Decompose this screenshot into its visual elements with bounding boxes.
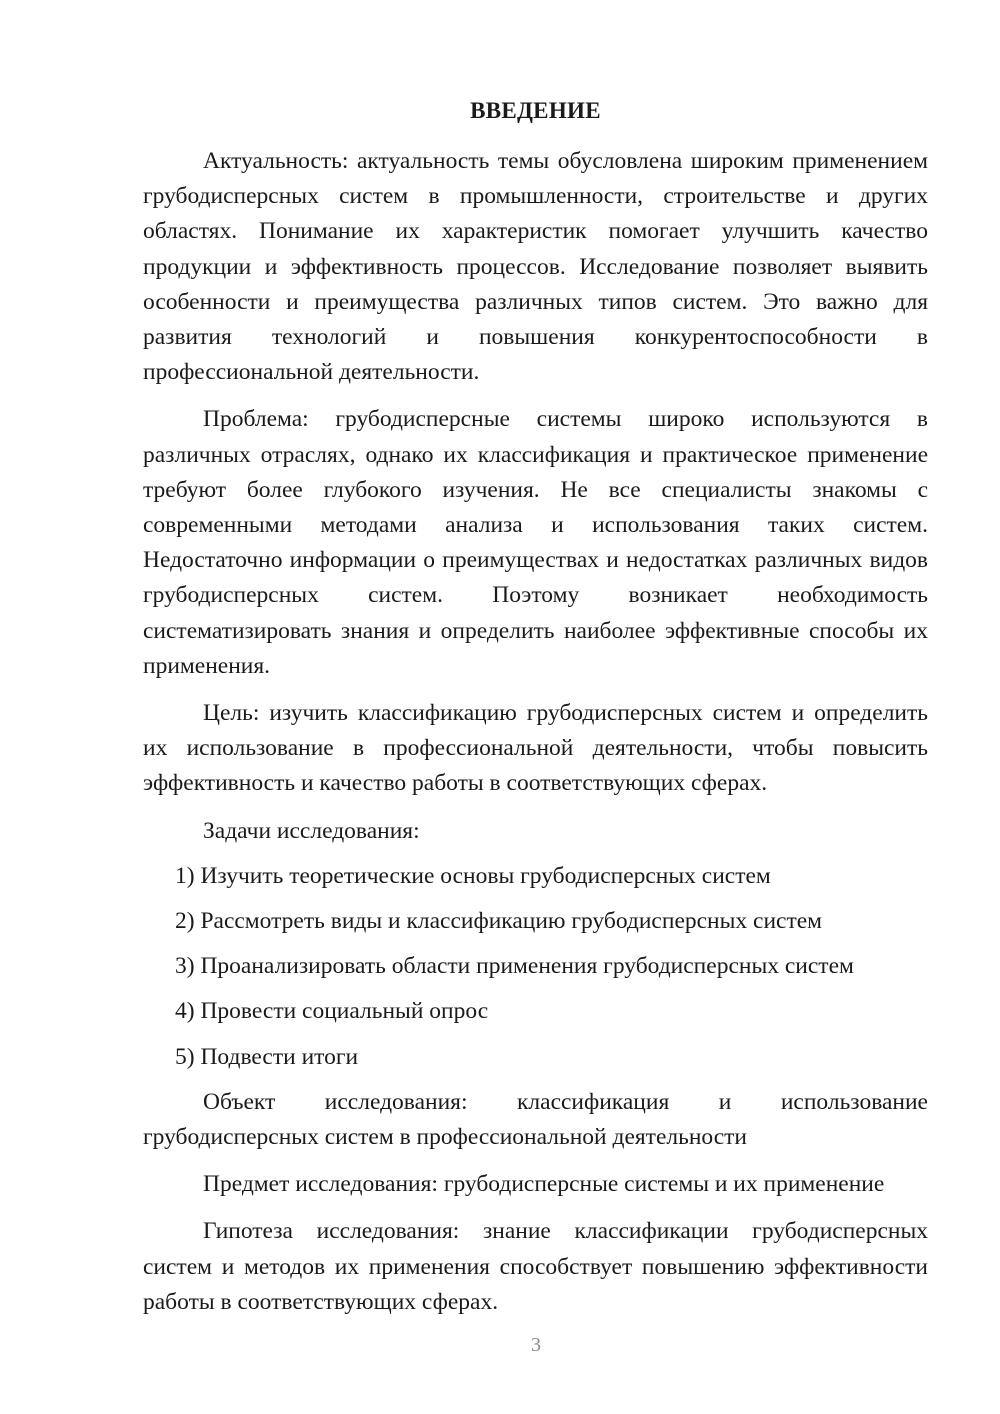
list-item: 2) Рассмотреть виды и классификацию грубодисперсных систем bbox=[175, 908, 823, 935]
page-content bbox=[143, 96, 928, 1332]
list-item: 4) Провести социальный опрос bbox=[175, 998, 489, 1025]
paragraph-subject: Предмет исследования: грубодисперсные системы и их применение bbox=[203, 1171, 885, 1198]
paragraph-problem: Проблема: грубодисперсные системы широко используются в различных отраслях, однако их классификация и практическое применение требуют более глубокого изучения. Не все специалисты знакомы с современными методами анализа и использования таких систем. Недостаточно информации о преимуществах и недостатках различных видов грубодисперсных систем. Поэтому возникает необходимость систематизировать знания и определить наиболее эффективные способы их применения. bbox=[143, 406, 928, 679]
list-item: 1) Изучить теоретические основы грубодисперсных систем bbox=[175, 862, 771, 889]
list-item: 3) Проанализировать области применения грубодисперсных систем bbox=[175, 953, 854, 980]
list-item: 5) Подвести итоги bbox=[175, 1043, 359, 1070]
paragraph-goal: Цель: изучить классификацию грубодисперсных систем и определить их использование в профессиональной деятельности, чтобы повысить эффективность и качество работы в соответствующих сферах. bbox=[143, 700, 928, 797]
tasks-list bbox=[143, 859, 928, 1075]
page-title: ВВЕДЕНИЕ bbox=[470, 98, 601, 123]
paragraph-hypothesis: Гипотеза исследования: знание классификации грубодисперсных систем и методов их применения способствует повышению эффективности работы в соответствующих сферах. bbox=[143, 1218, 928, 1315]
paragraph-object: Объект исследования: классификация и использование грубодисперсных систем в профессиональной деятельности bbox=[143, 1088, 928, 1151]
page-number: 3 bbox=[531, 1334, 541, 1356]
tasks-heading: Задачи исследования: bbox=[203, 817, 420, 844]
paragraph-relevance: Актуальность: актуальность темы обусловлена широким применением грубодисперсных систем в промышленности, строительстве и других областях. Понимание их характеристик помогает улучшить качество продукции и эффективность процессов. Исследование позволяет выявить особенности и преимущества различных типов систем. Это важно для развития технологий и повышения конкурентоспособности в профессиональной деятельности. bbox=[143, 148, 928, 386]
